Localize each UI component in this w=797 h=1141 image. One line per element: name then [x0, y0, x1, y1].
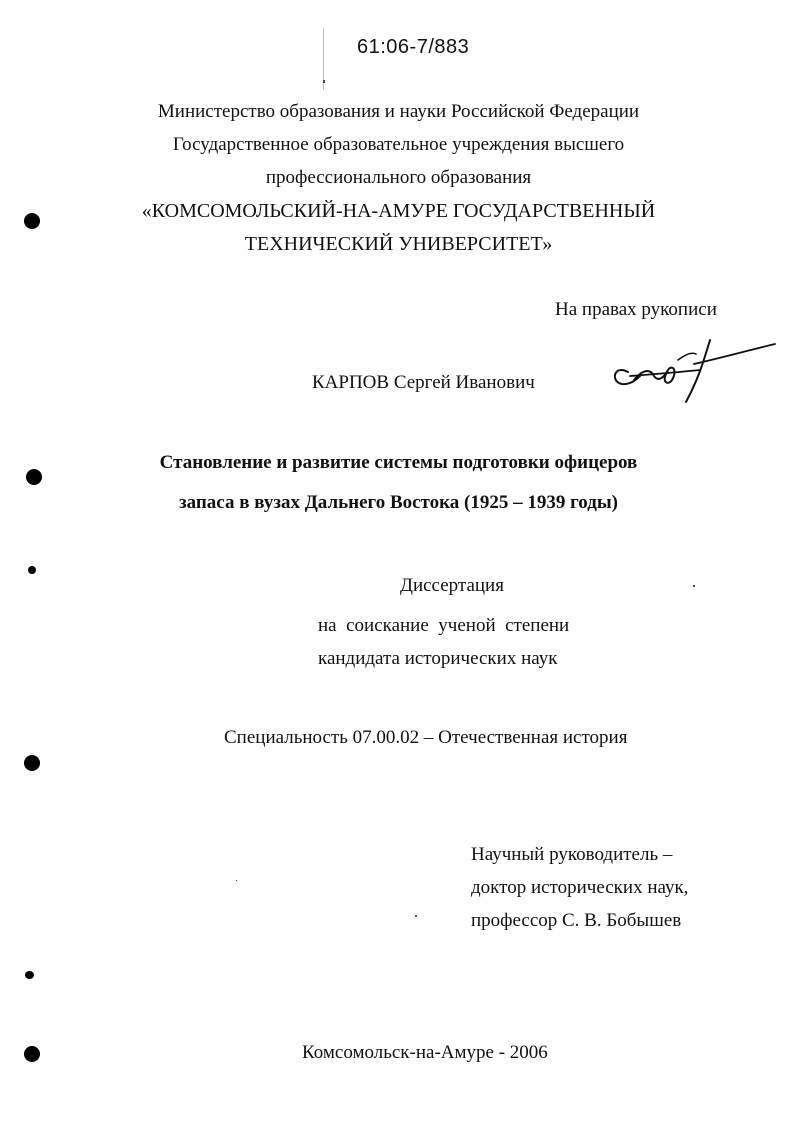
- scan-speck: [693, 585, 695, 587]
- ministry-name: Министерство образования и науки Российской Федерации: [157, 101, 640, 122]
- binding-hole-5: [25, 971, 34, 979]
- author-signature: [600, 330, 780, 410]
- binding-hole-4: [24, 755, 40, 771]
- binding-hole-6: [24, 1046, 40, 1062]
- supervisor-name: профессор С. В. Бобышев: [471, 910, 682, 931]
- supervisor-degree: доктор исторических наук,: [471, 877, 689, 898]
- dissertation-title-line1: Становление и развитие системы подготовки офицеров: [159, 452, 638, 473]
- specialty: Специальность 07.00.02 – Отечественная история: [224, 727, 628, 748]
- scan-speck: [236, 880, 237, 881]
- university-name-line1: «КОМСОМОЛЬСКИЙ-НА-АМУРЕ ГОСУДАРСТВЕННЫЙ: [141, 200, 656, 222]
- document-type: Диссертация: [400, 575, 504, 596]
- dissertation-title-line2: запаса в вузах Дальнего Востока (1925 – 1939 годы): [178, 492, 619, 513]
- binding-hole-3: [28, 566, 36, 574]
- archive-code: 61:06-7/883: [357, 36, 470, 58]
- degree-field: кандидата исторических наук: [318, 648, 558, 669]
- scan-speck: [323, 80, 325, 83]
- manuscript-note: На правах рукописи: [555, 299, 717, 320]
- author-name: КАРПОВ Сергей Иванович: [312, 372, 535, 393]
- scan-speck: [415, 915, 417, 917]
- supervisor-role: Научный руководитель –: [471, 844, 673, 865]
- institution-type-line1: Государственное образовательное учреждения высшего: [172, 134, 625, 155]
- city-year: Комсомольск-на-Амуре - 2006: [302, 1042, 548, 1063]
- institution-type-line2: профессионального образования: [265, 167, 532, 188]
- university-name-line2: ТЕХНИЧЕСКИЙ УНИВЕРСИТЕТ»: [244, 233, 553, 255]
- degree-line: на соискание ученой степени: [318, 615, 570, 636]
